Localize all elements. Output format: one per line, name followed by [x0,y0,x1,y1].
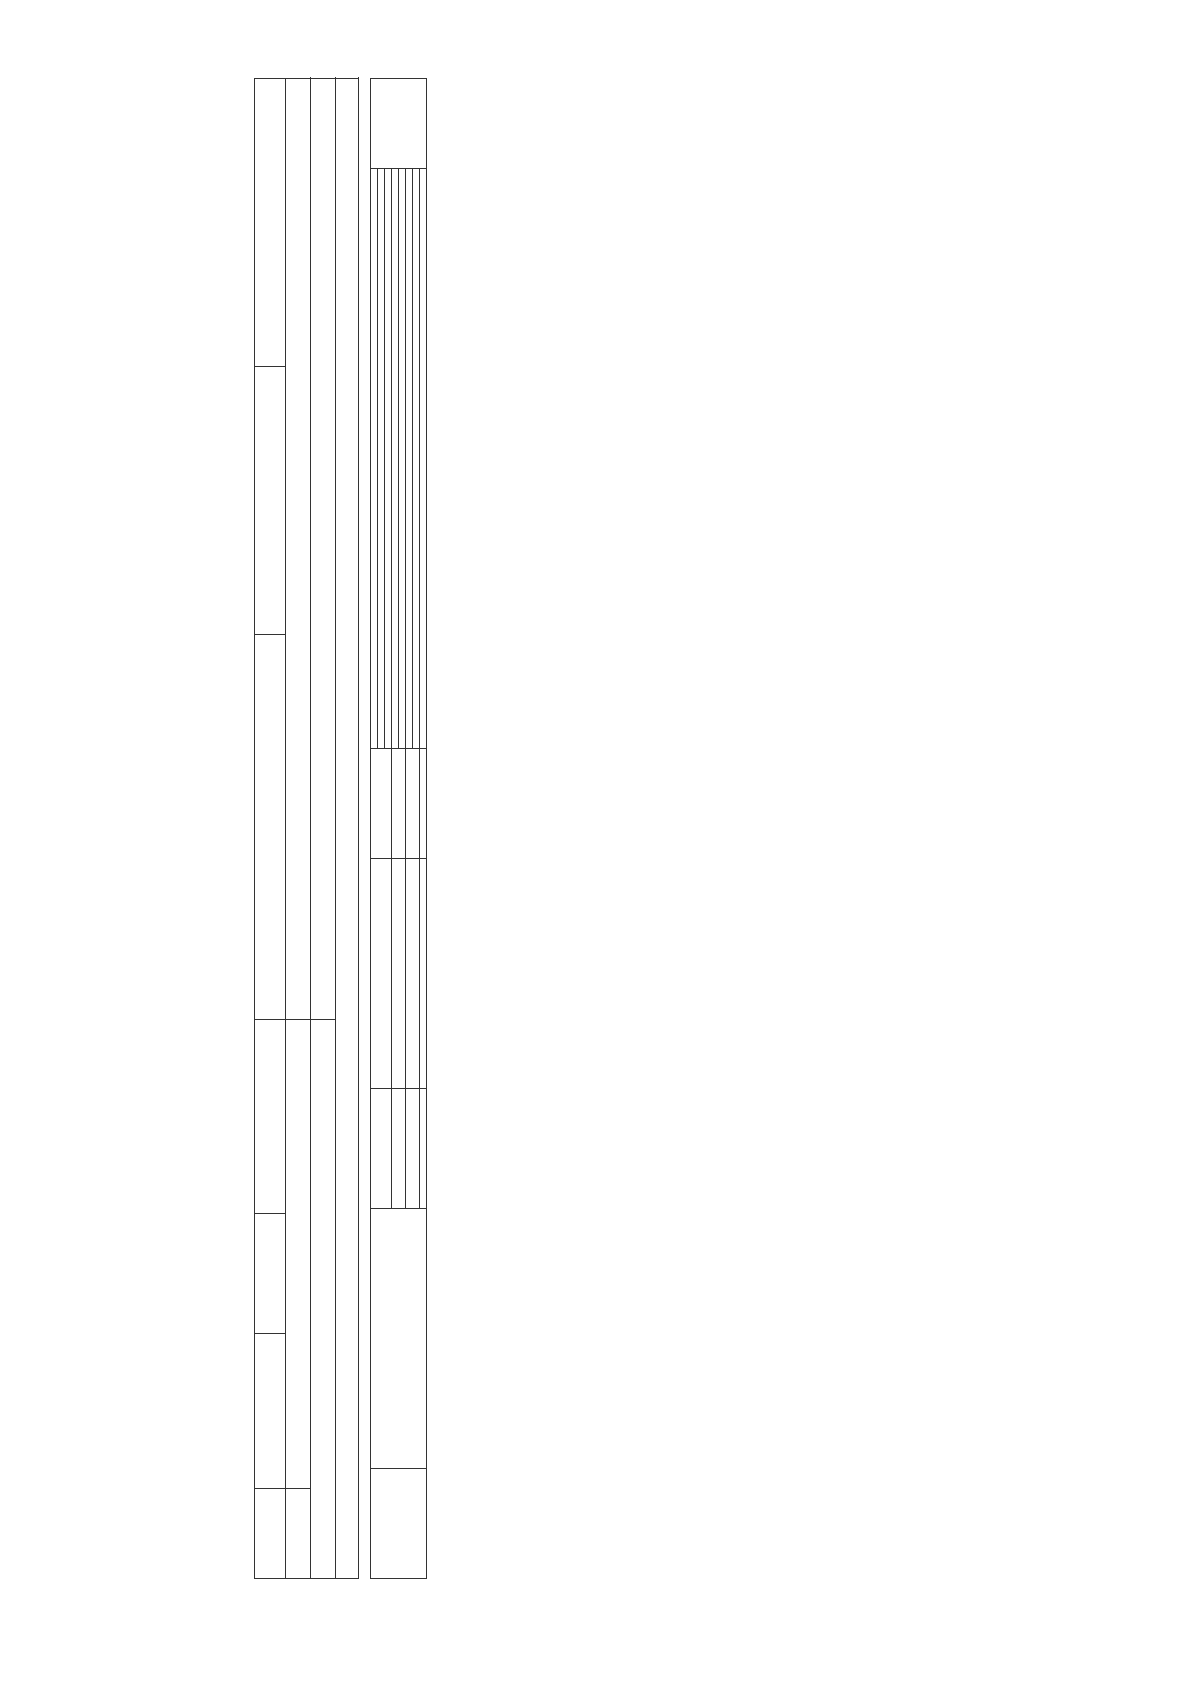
method [413,169,420,749]
header-col-2 [255,1334,286,1489]
cell-sudden-death [286,1020,311,1489]
method [378,169,385,749]
header-col-6 [255,366,286,634]
price [371,79,427,169]
diagnosis [392,859,406,1089]
rotated-page [127,79,1082,1579]
method [399,169,406,749]
header-row [255,78,286,1578]
row-number [371,1469,427,1579]
header-col-4 [255,1020,286,1214]
table-area [254,78,359,1579]
method [392,169,399,749]
section-row [336,78,359,1578]
services-table [254,78,359,1579]
cell-empty [286,78,311,1019]
diagnosis [420,859,427,1089]
treatment-type [420,749,427,859]
treatment-type [406,749,420,859]
cell-stimulation [311,78,336,1019]
cell-empty [311,1020,336,1579]
cell-empty [286,1489,311,1579]
header-col-7 [255,78,286,366]
method [420,169,427,749]
row-66-group-1 [371,79,378,1579]
icd-codes [406,1089,420,1209]
icd-codes [371,1089,392,1209]
header-col-1 [255,1489,286,1579]
icd-codes [392,1089,406,1209]
header-col-5 [255,634,286,1019]
continuation-row-2 [311,78,336,1578]
procedure-name [371,1209,427,1469]
method [385,169,392,749]
header-col-3 [255,1214,286,1334]
icd-codes [420,1089,427,1209]
method [371,169,378,749]
continuation-row [286,78,311,1578]
treatment-type [392,749,406,859]
rotated-table-body [370,79,427,1579]
procedures-table [370,78,427,1579]
diagnosis [371,859,392,1089]
method [406,169,413,749]
treatment-type [371,749,392,859]
diagnosis [406,859,420,1089]
section-title [336,78,359,1578]
